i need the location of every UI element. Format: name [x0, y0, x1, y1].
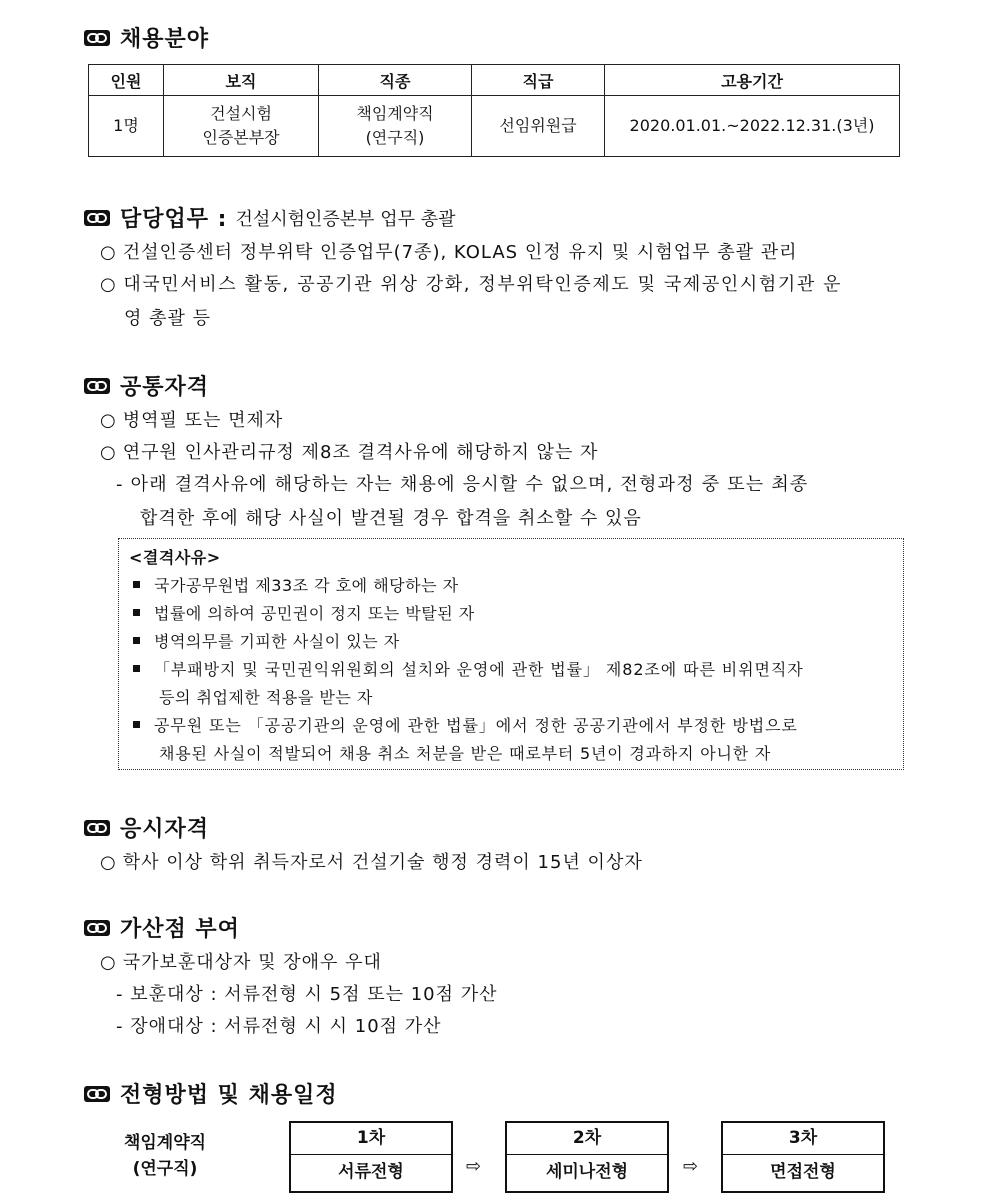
- cell-count: 1명: [89, 96, 164, 157]
- chain-link-icon: [84, 210, 110, 226]
- cell-type: [319, 96, 472, 157]
- box-item: [133, 601, 475, 624]
- list-item: [100, 848, 643, 874]
- box-item-continuation: 채용된 사실이 적발되어 채용 취소 처분을 받은 때로부터 5년이 경과하지 아니한 자: [159, 744, 772, 763]
- table-header: 인원: [89, 65, 164, 96]
- circle-bullet-icon: ○: [100, 442, 117, 463]
- list-item-text: 국가보훈대상자 및 장애우 우대: [122, 952, 382, 973]
- box-item-text: 국가공무원법 제33조 각 호에 해당하는 자: [154, 576, 459, 595]
- note-line: - 아래 결격사유에 해당하는 자는 채용에 응시할 수 없으며, 전형과정 중 또는 최종: [116, 474, 809, 495]
- section-process-header: [84, 1078, 338, 1109]
- process-label-line1: 책임계약직: [123, 1133, 207, 1153]
- sub-item: - 장애대상 : 서류전형 시 시 10점 가산: [116, 1016, 442, 1037]
- chain-link-icon: [84, 30, 110, 46]
- circle-bullet-icon: ○: [100, 952, 117, 973]
- circle-bullet-icon: ○: [100, 242, 117, 263]
- section-title: 채용분야: [120, 27, 210, 52]
- table-header-row: [89, 65, 900, 96]
- process-label-line2: (연구직): [132, 1159, 198, 1179]
- list-item: [100, 438, 598, 464]
- section-duty-header: [84, 202, 456, 233]
- list-item-continuation: 영 총괄 등: [124, 308, 211, 329]
- stage-box: [721, 1121, 885, 1193]
- circle-bullet-icon: ○: [100, 274, 118, 295]
- table-row: [89, 96, 900, 157]
- arrow-right-icon: ⇨: [683, 1156, 699, 1177]
- list-item: [100, 406, 283, 432]
- table-header: 직종: [319, 65, 472, 96]
- section-bonus-header: [84, 912, 240, 943]
- table-header: 고용기간: [605, 65, 900, 96]
- table-header: 직급: [472, 65, 605, 96]
- cell-position-line1: 건설시험: [210, 104, 272, 123]
- list-item-text: 병역필 또는 면제자: [122, 410, 284, 431]
- stage-name: 세미나전형: [545, 1162, 629, 1182]
- box-title: <결격사유>: [129, 548, 221, 567]
- note-line: 합격한 후에 해당 사실이 발견될 경우 합격을 취소할 수 있음: [140, 508, 642, 529]
- list-item-text: 연구원 인사관리규정 제8조 결격사유에 해당하지 않는 자: [122, 442, 599, 463]
- sub-item: - 보훈대상 : 서류전형 시 5점 또는 10점 가산: [116, 984, 498, 1005]
- duty-summary: 건설시험인증본부 업무 총괄: [235, 208, 456, 230]
- section-title: 전형방법 및 채용일정: [120, 1083, 338, 1108]
- box-item-text: 법률에 의하여 공민권이 정지 또는 박탈된 자: [154, 604, 475, 623]
- square-bullet-icon: [133, 721, 140, 728]
- arrow-right-icon: ⇨: [466, 1156, 482, 1177]
- section-common-header: [84, 370, 209, 401]
- square-bullet-icon: [133, 581, 140, 588]
- list-item: [100, 948, 382, 974]
- section-title: 응시자격: [120, 817, 210, 842]
- list-item-text: 건설인증센터 정부위탁 인증업무(7종), KOLAS 인정 유지 및 시험업무 총괄 관리: [122, 242, 798, 263]
- cell-type-line2: (연구직): [365, 128, 425, 147]
- stage-box: [505, 1121, 669, 1193]
- box-item: [133, 629, 400, 652]
- disqualification-box: [118, 538, 904, 770]
- box-item-text: 공무원 또는 「공공기관의 운영에 관한 법률」에서 정한 공공기관에서 부정한 방법으로: [154, 716, 798, 735]
- recruitment-table: [88, 64, 900, 157]
- stage-name: 서류전형: [338, 1162, 404, 1182]
- stage-box: [289, 1121, 453, 1193]
- square-bullet-icon: [133, 665, 140, 672]
- box-item-continuation: 등의 취업제한 적용을 받는 자: [159, 688, 373, 707]
- chain-link-icon: [84, 378, 110, 394]
- square-bullet-icon: [133, 637, 140, 644]
- box-item: [133, 573, 459, 596]
- stage-number: 1차: [291, 1123, 451, 1155]
- box-item-text: 「부패방지 및 국민권익위원회의 설치와 운영에 관한 법률」 제82조에 따른 비위면직자: [154, 660, 804, 679]
- circle-bullet-icon: ○: [100, 852, 117, 873]
- list-item-text: 대국민서비스 활동, 공공기관 위상 강화, 정부위탁인증제도 및 국제공인시험기관 운: [123, 274, 843, 295]
- section-title: 공통자격: [120, 375, 210, 400]
- chain-link-icon: [84, 820, 110, 836]
- square-bullet-icon: [133, 609, 140, 616]
- section-apply-header: [84, 812, 209, 843]
- chain-link-icon: [84, 1086, 110, 1102]
- box-item-text: 병역의무를 기피한 사실이 있는 자: [154, 632, 400, 651]
- section-title: 가산점 부여: [120, 917, 240, 942]
- box-item: [133, 713, 798, 736]
- cell-period: 2020.01.01.~2022.12.31.(3년): [605, 96, 900, 157]
- cell-position: [164, 96, 319, 157]
- cell-type-line1: 책임계약직: [356, 104, 434, 123]
- cell-grade: 선임위원급: [472, 96, 605, 157]
- section-title: 담당업무 :: [120, 207, 228, 232]
- table-header: 보직: [164, 65, 319, 96]
- stage-number: 3차: [723, 1123, 883, 1155]
- list-item-text: 학사 이상 학위 취득자로서 건설기술 행정 경력이 15년 이상자: [122, 852, 643, 873]
- chain-link-icon: [84, 920, 110, 936]
- stage-name: 면접전형: [770, 1162, 836, 1182]
- circle-bullet-icon: ○: [100, 410, 117, 431]
- stage-number: 2차: [507, 1123, 667, 1155]
- process-label: [110, 1130, 220, 1182]
- list-item: [100, 238, 797, 264]
- box-item: [133, 657, 804, 680]
- section-field-header: [84, 22, 209, 53]
- list-item: [100, 270, 842, 296]
- cell-position-line2: 인증본부장: [202, 128, 280, 147]
